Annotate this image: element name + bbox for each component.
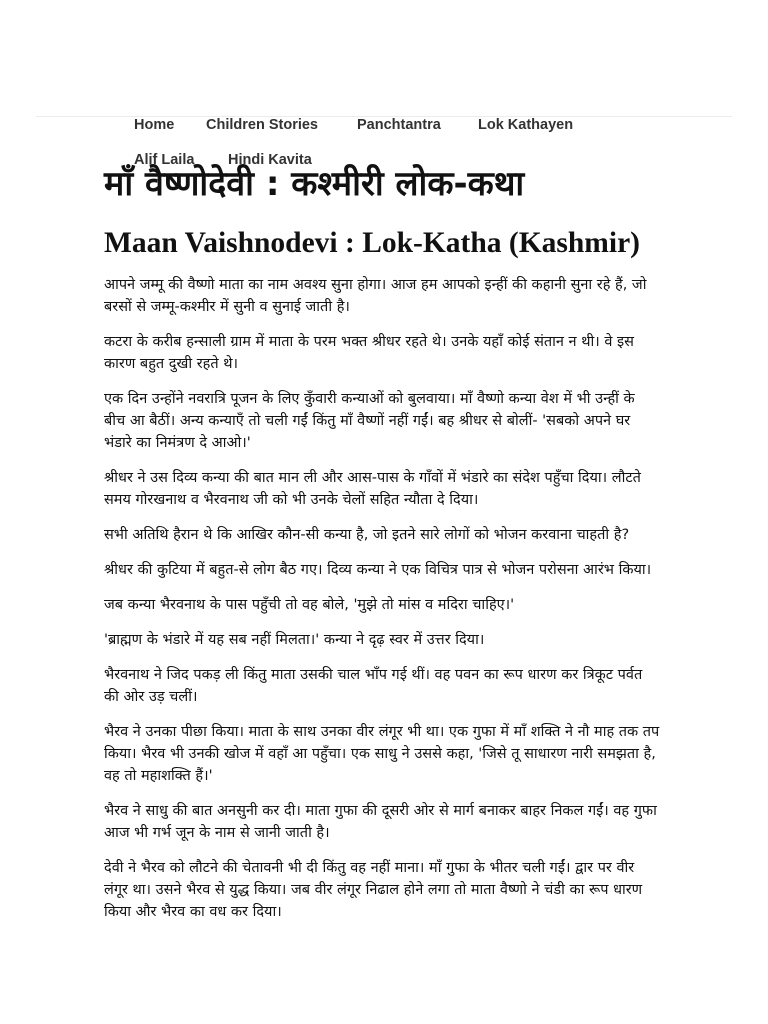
- story-paragraph: सभी अतिथि हैरान थे कि आखिर कौन-सी कन्या है, जो इतने सारे लोगों को भोजन करवाना चाहती है?: [104, 527, 630, 543]
- story-paragraph: भैरव ने साधु की बात अनसुनी कर दी। माता गुफा की दूसरी ओर से मार्ग बनाकर बाहर निकल गईं। वह गुफा आज भी गर्भ जून के नाम से जानी जाती है।: [104, 803, 657, 841]
- nav-row-1: [134, 116, 573, 134]
- nav-link-hindi-kavita[interactable]: Hindi Kavita: [228, 152, 312, 168]
- nav-link-children-stories[interactable]: Children Stories: [206, 117, 318, 133]
- story-paragraph: श्रीधर की कुटिया में बहुत-से लोग बैठ गए। दिव्य कन्या ने एक विचित्र पात्र से भोजन परोसना आरंभ किया।: [104, 562, 652, 578]
- page-title-english: Maan Vaishnodevi : Lok-Katha (Kashmir): [104, 227, 640, 259]
- nav-link-panchtantra[interactable]: Panchtantra: [357, 117, 441, 133]
- story-paragraph: आपने जम्मू की वैष्णो माता का नाम अवश्य सुना होगा। आज हम आपको इन्हीं की कहानी सुना रहे हैं, जो बरसों से जम्मू-कश्मीर में सुनी व सुनाई जाती है।: [104, 277, 647, 315]
- nav-link-alif-laila[interactable]: Alif Laila: [134, 152, 195, 168]
- story-paragraph: जब कन्या भैरवनाथ के पास पहुँची तो वह बोले, 'मुझे तो मांस व मदिरा चाहिए।': [104, 597, 515, 613]
- story-paragraph: कटरा के करीब हन्साली ग्राम में माता के परम भक्त श्रीधर रहते थे। उनके यहाँ कोई संतान न थी। वे इस कारण बहुत दुखी रहते थे।: [104, 334, 634, 372]
- story-paragraph: 'ब्राह्मण के भंडारे में यह सब नहीं मिलता।' कन्या ने दृढ़ स्वर में उत्तर दिया।: [104, 632, 485, 648]
- story-paragraph: भैरवनाथ ने जिद पकड़ ली किंतु माता उसकी चाल भाँप गई थीं। वह पवन का रूप धारण कर त्रिकूट पर्वत की ओर उड़ चलीं।: [104, 667, 643, 705]
- story-body: [104, 274, 660, 936]
- nav-link-lok-kathayen[interactable]: Lok Kathayen: [478, 117, 574, 133]
- story-paragraph: एक दिन उन्होंने नवरात्रि पूजन के लिए कुँवारी कन्याओं को बुलवाया। माँ वैष्णो कन्या वेश में भी उन्हीं के बीच आ बैठीं। अन्य कन्याएँ तो चली गईं किंतु माँ वैष्णों नहीं गईं। बह श्रीधर से बोलीं- 'सबको अपने घर भंडारे का निमंत्रण दे आओ।': [104, 391, 635, 451]
- nav-link-home[interactable]: Home: [134, 117, 175, 133]
- story-paragraph: श्रीधर ने उस दिव्य कन्या की बात मान ली और आस-पास के गाँवों में भंडारे का संदेश पहुँचा दिया। लौटते समय गोरखनाथ व भैरवनाथ जी को भी उनके चेलों सहित न्यौता दे दिया।: [104, 470, 641, 508]
- story-paragraph: भैरव ने उनका पीछा किया। माता के साथ उनका वीर लंगूर भी था। एक गुफा में माँ शक्ति ने नौ माह तक तप किया। भैरव भी उनकी खोज में वहाँ आ पहुँचा। एक साधु ने उससे कहा, 'जिसे तू साधारण नारी समझता है, वह तो महाशक्ति हैं।': [104, 724, 660, 784]
- page-title-hindi: माँ वैष्णोदेवी : कश्मीरी लोक-कथा: [104, 164, 525, 204]
- story-paragraph: देवी ने भैरव को लौटने की चेतावनी भी दी किंतु वह नहीं माना। माँ गुफा के भीतर चली गईं। द्वार पर वीर लंगूर था। उसने भैरव से युद्ध किया। जब वीर लंगूर निढाल होने लगा तो माता वैष्णो ने चंडी का रूप धारण किया और भैरव का वध कर दिया।: [104, 860, 643, 920]
